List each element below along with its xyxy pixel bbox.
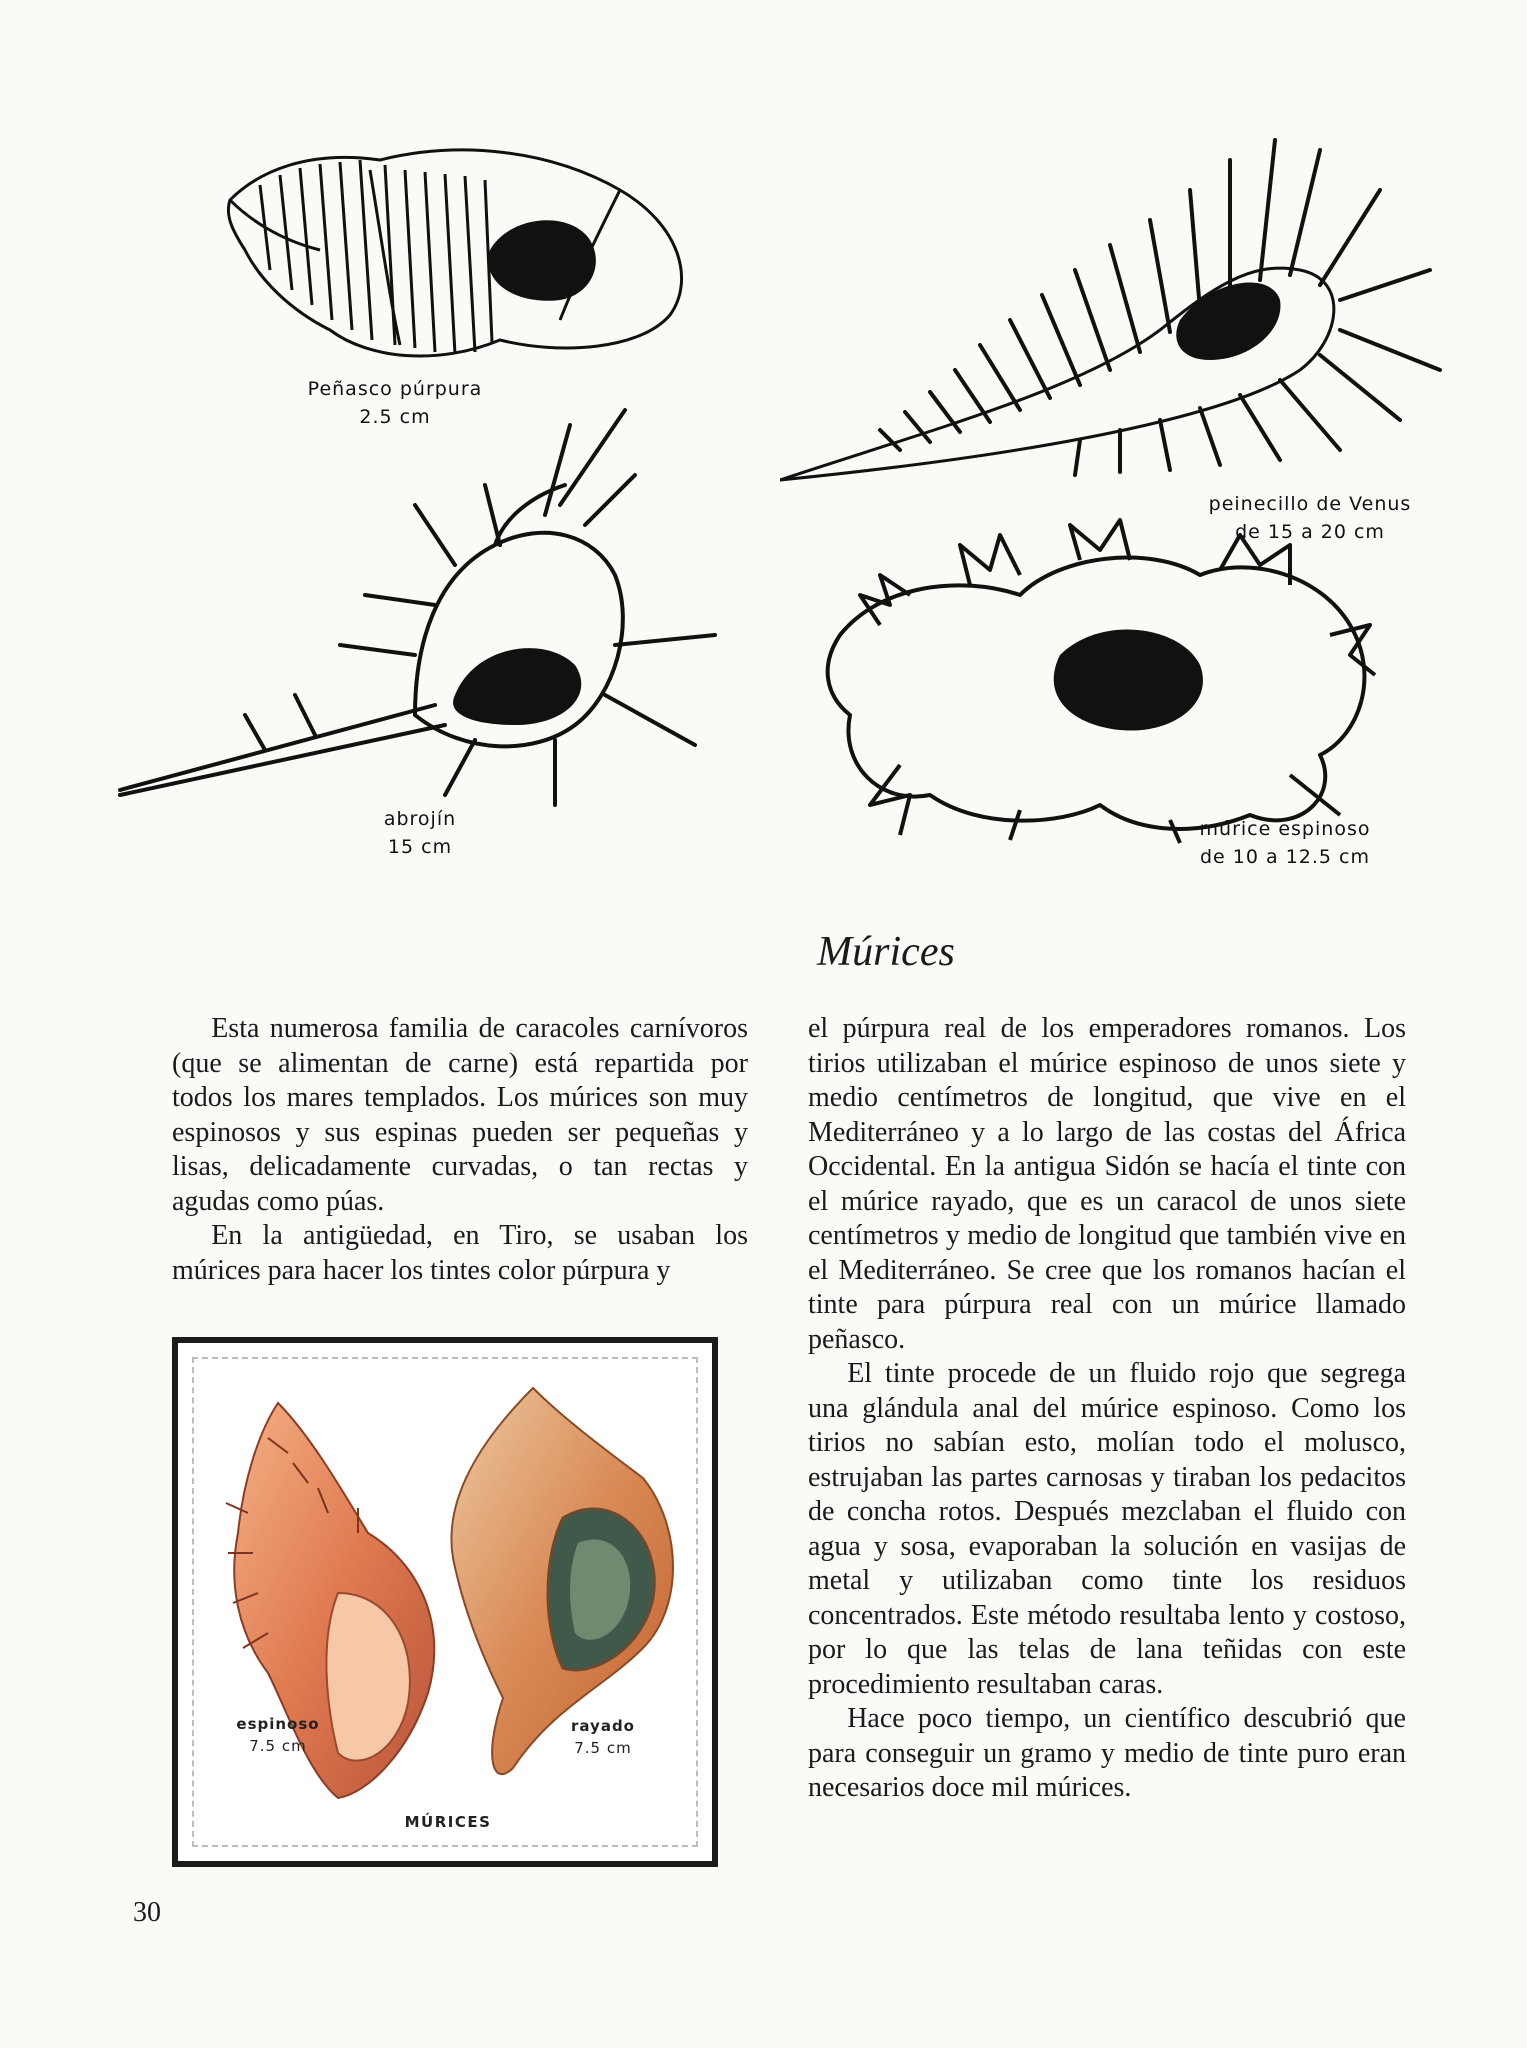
- espinoso-label: espinoso 7.5 cm: [236, 1715, 320, 1755]
- paragraph: Esta numerosa familia de caracoles carnívoros (que se alimentan de carne) está repartida por todos los mares templados. Los múrices son muy espinosos y sus espinas pueden ser pequeñas y lisas, delicadamente curvadas, o tan rectas y agudas como púas.: [172, 1013, 748, 1217]
- article-title: Múrices: [817, 929, 955, 975]
- murice-espinoso-illustration: [820, 515, 1380, 845]
- right-column: [808, 1012, 1406, 1806]
- page-number: 30: [133, 1897, 161, 1928]
- caption-peinecillo-de-venus: peinecillo de Venus de 15 a 20 cm: [1208, 493, 1412, 543]
- rayado-label: rayado 7.5 cm: [570, 1717, 635, 1757]
- left-column: [172, 1012, 748, 1288]
- caption-penasco-purpura: Peñasco púrpura 2.5 cm: [307, 378, 483, 428]
- penasco-purpura-illustration: [220, 130, 710, 370]
- paragraph: Hace poco tiempo, un científico descubrió que para conseguir un gramo y medio de tinte puro eran necesarios doce mil múrices.: [808, 1703, 1406, 1803]
- color-plate: [172, 1337, 718, 1867]
- paragraph: El tinte procede de un fluido rojo que segrega una glándula anal del múrice espinoso. Como los tirios no sabían esto, molían todo el molusco, estrujaban las partes carnosas y tiraban los pedacitos de concha rotos. Después mezclaban el fluido con agua y sosa, evaporaban la solución en vasijas de metal y utilizaban como tinte los residuos concentrados. Este método resultaba lento y costoso, por lo que las telas de lana teñidas con este procedimiento resultaban caras.: [808, 1358, 1406, 1700]
- caption-murice-espinoso: múrice espinoso de 10 a 12.5 cm: [1199, 818, 1371, 868]
- plate-title: MÚRICES: [404, 1813, 492, 1831]
- peinecillo-de-venus-illustration: [780, 130, 1450, 490]
- caption-abrojin: abrojín 15 cm: [383, 808, 457, 858]
- paragraph: En la antigüedad, en Tiro, se usaban los múrices para hacer los tintes color púrpura y: [172, 1220, 748, 1286]
- abrojin-illustration: [115, 395, 755, 815]
- paragraph: el púrpura real de los emperadores romanos. Los tirios utilizaban el múrice espinoso de unos siete y medio centímetros de longitud, que vive en el Mediterráneo y a lo largo de las costas del África Occidental. En la antigua Sidón se hacía el tinte con el múrice rayado, que es un caracol de unos siete centímetros y medio de longitud que también vive en el Mediterráneo. Se cree que los romanos hacían el tinte para púrpura real con un múrice llamado peñasco.: [808, 1013, 1406, 1355]
